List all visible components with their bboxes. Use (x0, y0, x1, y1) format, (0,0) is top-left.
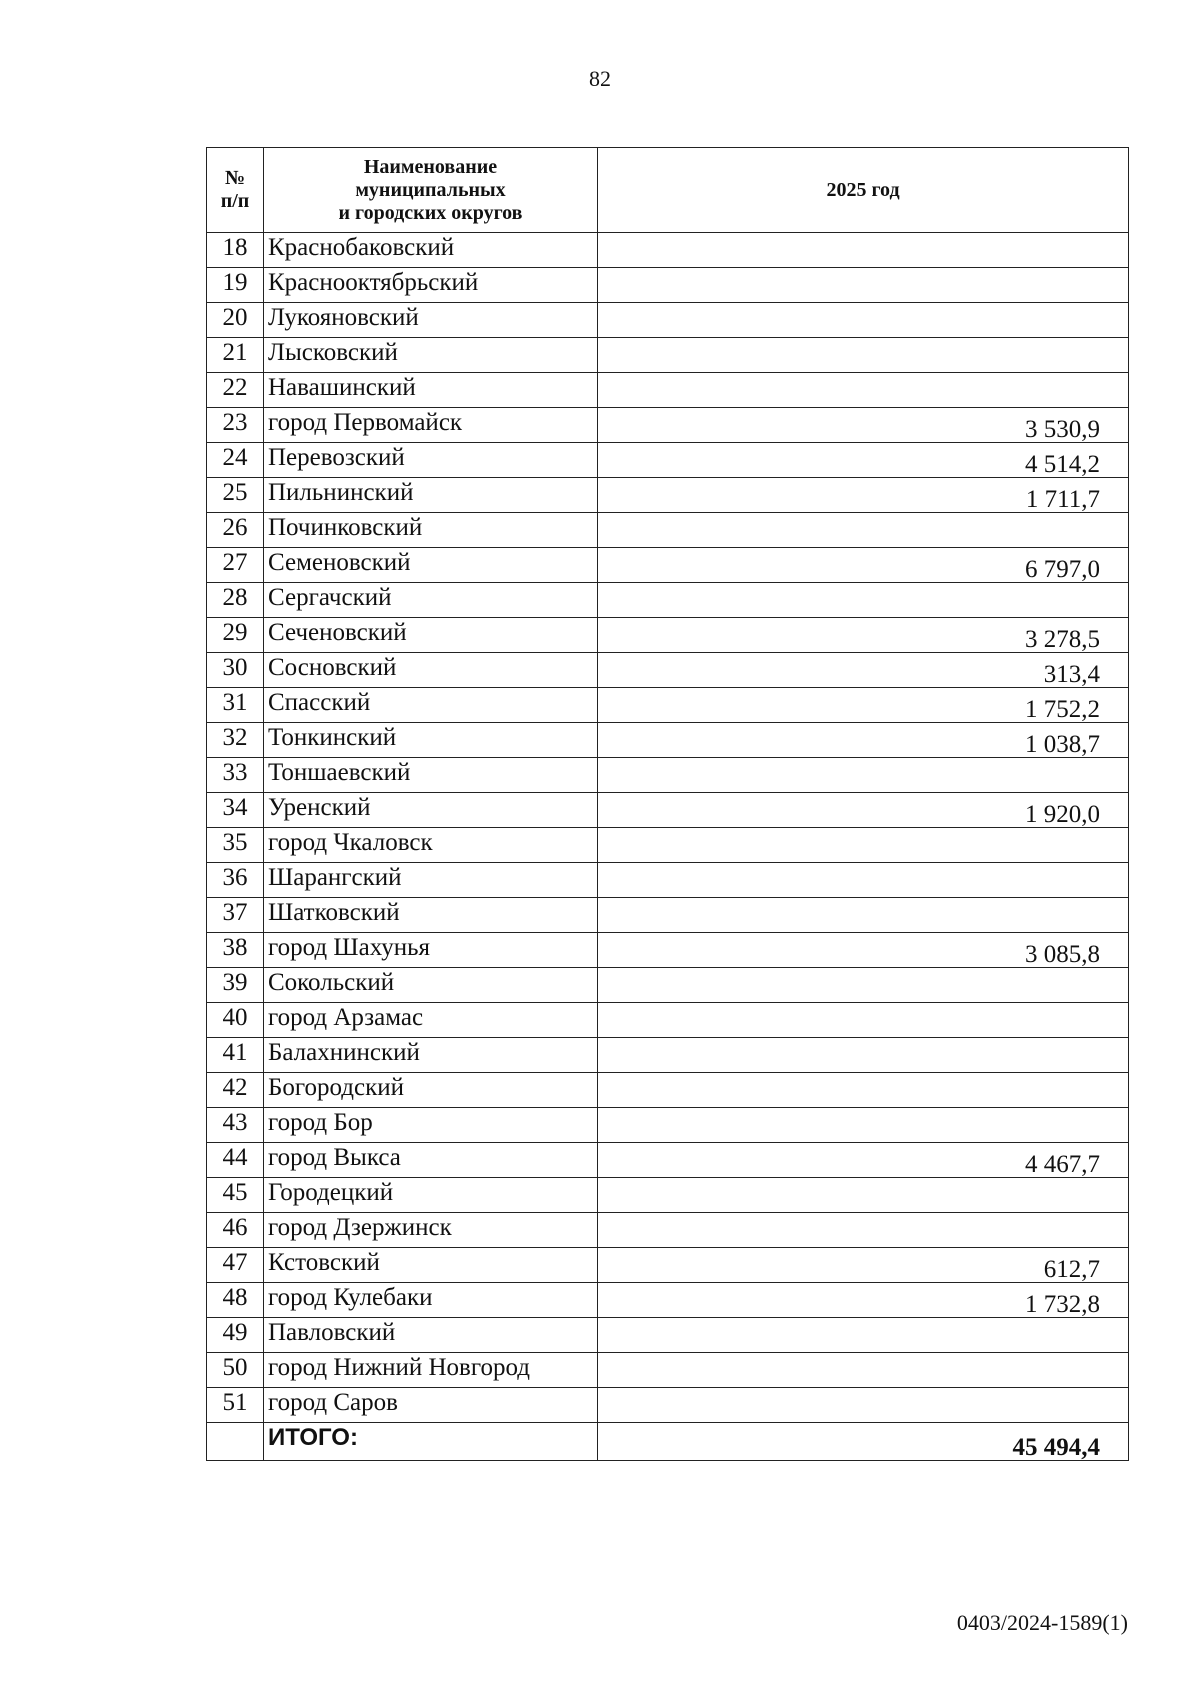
row-name: Богородский (264, 1073, 598, 1108)
table-row (207, 1108, 1129, 1143)
row-number: 35 (207, 828, 264, 863)
row-value: 1 920,0 (598, 793, 1129, 828)
page-number: 82 (589, 66, 611, 91)
table-row (207, 793, 1129, 828)
table-row (207, 863, 1129, 898)
row-name: Шарангский (264, 863, 598, 898)
header-name-line1: Наименование (363, 155, 498, 178)
allocation-table (206, 147, 1129, 1461)
row-value (598, 898, 1129, 933)
row-number: 40 (207, 1003, 264, 1038)
table-row (207, 1248, 1129, 1283)
row-number: 33 (207, 758, 264, 793)
row-number: 24 (207, 443, 264, 478)
table-row (207, 618, 1129, 653)
table-row (207, 1213, 1129, 1248)
row-number: 42 (207, 1073, 264, 1108)
row-number: 49 (207, 1318, 264, 1353)
row-number: 20 (207, 303, 264, 338)
row-name: Тоншаевский (264, 758, 598, 793)
row-number: 26 (207, 513, 264, 548)
row-name: город Выкса (264, 1143, 598, 1178)
row-name: Краснобаковский (264, 233, 598, 268)
table-row (207, 898, 1129, 933)
row-name: Навашинский (264, 373, 598, 408)
row-name: Шатковский (264, 898, 598, 933)
row-name: Сосновский (264, 653, 598, 688)
row-number: 25 (207, 478, 264, 513)
table-row (207, 478, 1129, 513)
row-number: 38 (207, 933, 264, 968)
row-name: Спасский (264, 688, 598, 723)
total-label: ИТОГО: (264, 1423, 598, 1461)
row-value (598, 583, 1129, 618)
row-name: город Нижний Новгород (264, 1353, 598, 1388)
row-name: Павловский (264, 1318, 598, 1353)
row-name: город Бор (264, 1108, 598, 1143)
row-value (598, 1318, 1129, 1353)
table-row (207, 513, 1129, 548)
row-name: Тонкинский (264, 723, 598, 758)
header-year: 2025 год (598, 148, 1129, 233)
row-number: 45 (207, 1178, 264, 1213)
row-name: город Чкаловск (264, 828, 598, 863)
row-value (598, 373, 1129, 408)
row-number: 47 (207, 1248, 264, 1283)
row-value: 612,7 (598, 1248, 1129, 1283)
row-value (598, 1003, 1129, 1038)
table-row (207, 1178, 1129, 1213)
row-value (598, 1038, 1129, 1073)
table-row (207, 1143, 1129, 1178)
table-row (207, 303, 1129, 338)
row-number: 23 (207, 408, 264, 443)
row-number: 27 (207, 548, 264, 583)
table-row (207, 1318, 1129, 1353)
row-number: 30 (207, 653, 264, 688)
row-name: город Первомайск (264, 408, 598, 443)
total-num-cell (207, 1423, 264, 1461)
row-name: Пильнинский (264, 478, 598, 513)
row-value (598, 1073, 1129, 1108)
table-row (207, 758, 1129, 793)
header-name-line2: муниципальных (355, 178, 506, 201)
row-number: 37 (207, 898, 264, 933)
table-row (207, 233, 1129, 268)
row-value: 1 711,7 (598, 478, 1129, 513)
table-row (207, 338, 1129, 373)
row-number: 46 (207, 1213, 264, 1248)
row-value (598, 758, 1129, 793)
row-number: 21 (207, 338, 264, 373)
row-value: 4 467,7 (598, 1143, 1129, 1178)
table-row (207, 1003, 1129, 1038)
table-row (207, 408, 1129, 443)
table-row (207, 968, 1129, 1003)
table-row (207, 268, 1129, 303)
row-name: город Саров (264, 1388, 598, 1423)
row-value (598, 338, 1129, 373)
table-row (207, 443, 1129, 478)
row-value (598, 233, 1129, 268)
row-number: 51 (207, 1388, 264, 1423)
row-value: 1 038,7 (598, 723, 1129, 758)
table-row (207, 933, 1129, 968)
row-name: Уренский (264, 793, 598, 828)
row-value (598, 863, 1129, 898)
row-number: 31 (207, 688, 264, 723)
row-name: Сеченовский (264, 618, 598, 653)
row-value: 3 530,9 (598, 408, 1129, 443)
table-row (207, 653, 1129, 688)
row-name: город Арзамас (264, 1003, 598, 1038)
table-row (207, 828, 1129, 863)
row-number: 39 (207, 968, 264, 1003)
table-row (207, 1353, 1129, 1388)
row-value: 1 752,2 (598, 688, 1129, 723)
row-number: 36 (207, 863, 264, 898)
row-number: 44 (207, 1143, 264, 1178)
row-number: 48 (207, 1283, 264, 1318)
row-name: город Шахунья (264, 933, 598, 968)
row-name: город Кулебаки (264, 1283, 598, 1318)
table-row (207, 1283, 1129, 1318)
row-name: Перевозский (264, 443, 598, 478)
row-name: Кстовский (264, 1248, 598, 1283)
document-code: 0403/2024-1589(1) (956, 1610, 1128, 1635)
table-row (207, 1038, 1129, 1073)
row-number: 50 (207, 1353, 264, 1388)
row-name: Балахнинский (264, 1038, 598, 1073)
header-num-line2: п/п (220, 190, 250, 212)
row-name: Сергачский (264, 583, 598, 618)
row-value (598, 1213, 1129, 1248)
header-num-line1: № (224, 167, 246, 189)
row-number: 29 (207, 618, 264, 653)
row-name: Починковский (264, 513, 598, 548)
row-value (598, 1108, 1129, 1143)
total-row (207, 1423, 1129, 1461)
row-value (598, 968, 1129, 1003)
row-value (598, 1178, 1129, 1213)
row-value (598, 828, 1129, 863)
row-value: 1 732,8 (598, 1283, 1129, 1318)
row-value: 6 797,0 (598, 548, 1129, 583)
row-number: 22 (207, 373, 264, 408)
row-value (598, 1388, 1129, 1423)
header-num (207, 148, 264, 233)
row-number: 34 (207, 793, 264, 828)
row-value: 313,4 (598, 653, 1129, 688)
row-value (598, 513, 1129, 548)
header-name (264, 148, 598, 233)
table-row (207, 548, 1129, 583)
row-name: город Дзержинск (264, 1213, 598, 1248)
table-row (207, 583, 1129, 618)
table-body (207, 233, 1129, 1461)
row-value (598, 1353, 1129, 1388)
row-name: Лысковский (264, 338, 598, 373)
row-name: Краснооктябрьский (264, 268, 598, 303)
table-row (207, 1073, 1129, 1108)
row-number: 19 (207, 268, 264, 303)
row-number: 32 (207, 723, 264, 758)
row-number: 43 (207, 1108, 264, 1143)
row-value: 4 514,2 (598, 443, 1129, 478)
row-value (598, 268, 1129, 303)
row-name: Городецкий (264, 1178, 598, 1213)
row-name: Лукояновский (264, 303, 598, 338)
row-value (598, 303, 1129, 338)
row-name: Сокольский (264, 968, 598, 1003)
table-header-row (207, 148, 1129, 233)
table-row (207, 688, 1129, 723)
total-value: 45 494,4 (598, 1423, 1129, 1461)
row-number: 41 (207, 1038, 264, 1073)
row-name: Семеновский (264, 548, 598, 583)
table-row (207, 373, 1129, 408)
row-value: 3 278,5 (598, 618, 1129, 653)
row-value: 3 085,8 (598, 933, 1129, 968)
table-row (207, 1388, 1129, 1423)
row-number: 28 (207, 583, 264, 618)
header-name-line3: и городских округов (338, 201, 523, 224)
table-row (207, 723, 1129, 758)
row-number: 18 (207, 233, 264, 268)
